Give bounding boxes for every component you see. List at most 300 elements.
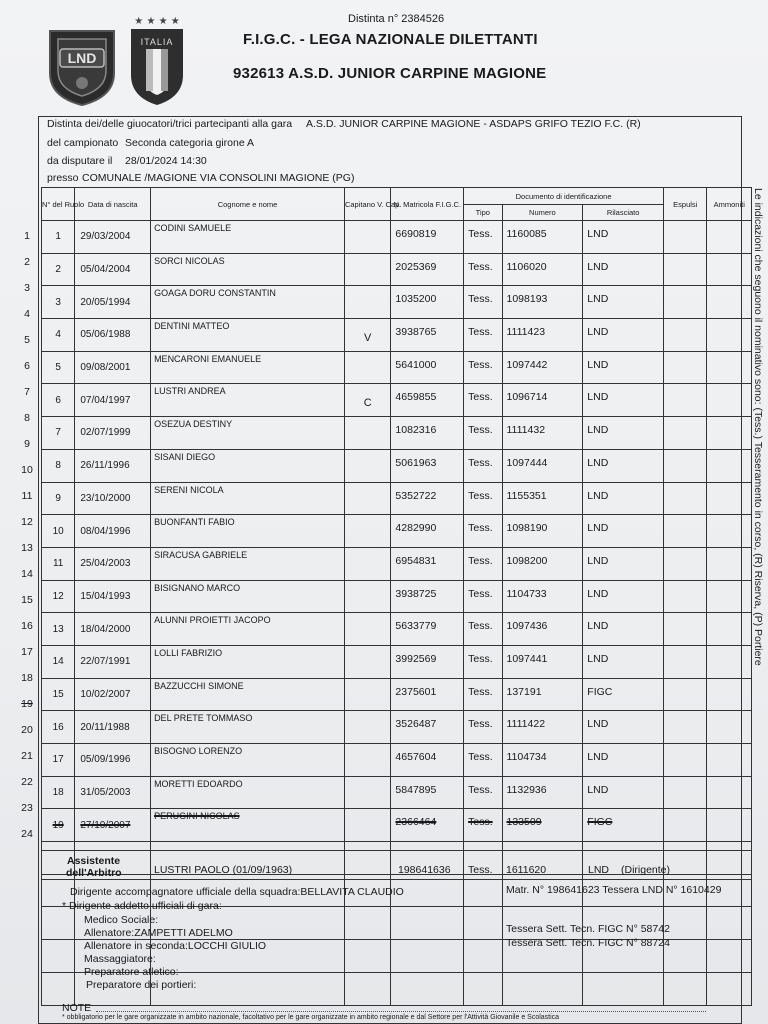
col-numero: Numero <box>502 205 583 221</box>
cell-numero: 1132936 <box>502 776 583 809</box>
assistant-tipo: Tess. <box>468 864 493 876</box>
cell-rilasciato: LND <box>583 221 664 254</box>
cell-rilasciato: LND <box>583 744 664 777</box>
cell-ammoniti <box>707 417 752 450</box>
cell-name: CODINI SAMUELE <box>151 221 345 254</box>
cell-tipo: Tess. <box>464 547 502 580</box>
cell-captain <box>344 809 390 842</box>
cell-rilasciato: LND <box>583 449 664 482</box>
cell-matricola: 1035200 <box>391 286 464 319</box>
row-number: 3 <box>24 282 30 294</box>
col-ammoniti: Ammoniti <box>707 188 752 221</box>
cell-tipo: Tess. <box>464 645 502 678</box>
cell-captain <box>344 351 390 384</box>
table-row <box>42 384 752 417</box>
col-cap: Capitano V. Cap. <box>344 188 390 221</box>
cell-ammoniti <box>707 613 752 646</box>
cell-captain: C <box>344 384 390 417</box>
cell-captain <box>344 547 390 580</box>
players-table <box>41 187 752 1006</box>
table-row <box>42 547 752 580</box>
cell-name: SERENI NICOLA <box>151 482 345 515</box>
cell-ammoniti <box>707 744 752 777</box>
cell-dob: 09/08/2001 <box>75 351 151 384</box>
cell-captain <box>344 776 390 809</box>
cell-espulsi <box>664 972 707 1005</box>
cell-matricola: 6954831 <box>391 547 464 580</box>
svg-text:★ ★ ★ ★: ★ ★ ★ ★ <box>134 16 180 27</box>
cell-dob: 29/03/2004 <box>75 221 151 254</box>
cell-ruolo <box>42 940 75 973</box>
cell-espulsi <box>664 286 707 319</box>
distinta-number: Distinta n° 2384526 <box>348 13 445 25</box>
row-number: 18 <box>21 672 33 684</box>
cell-dob: 05/04/2004 <box>75 253 151 286</box>
cell-numero: 133509 <box>502 809 583 842</box>
cell-ammoniti <box>707 711 752 744</box>
cell-dob: 10/02/2007 <box>75 678 151 711</box>
cell-ruolo: 5 <box>42 351 75 384</box>
cell-matricola: 3938725 <box>391 580 464 613</box>
cell-captain <box>344 221 390 254</box>
row-number: 16 <box>21 620 33 632</box>
cell-tipo <box>464 940 502 973</box>
venue-value: COMUNALE /MAGIONE VIA CONSOLINI MAGIONE (PG) <box>82 172 355 184</box>
table-row <box>42 613 752 646</box>
cell-numero: 1111422 <box>502 711 583 744</box>
cell-dob: 18/04/2000 <box>75 613 151 646</box>
cell-ammoniti <box>707 515 752 548</box>
table-row <box>42 744 752 777</box>
cell-rilasciato: LND <box>583 547 664 580</box>
cell-numero: 1097436 <box>502 613 583 646</box>
cell-ruolo: 10 <box>42 515 75 548</box>
cell-numero: 1104733 <box>502 580 583 613</box>
cell-matricola: 6690819 <box>391 221 464 254</box>
cell-name: SORCI NICOLAS <box>151 253 345 286</box>
assistant-label-1: Assistente <box>67 855 121 867</box>
club-title: 932613 A.S.D. JUNIOR CARPINE MAGIONE <box>233 65 547 82</box>
cell-espulsi <box>664 417 707 450</box>
cell-dob: 27/10/2007 <box>75 809 151 842</box>
cell-dob: 23/10/2000 <box>75 482 151 515</box>
table-row <box>42 351 752 384</box>
cell-rilasciato <box>583 972 664 1005</box>
portieri-line: Preparatore dei portieri: <box>86 979 197 991</box>
cell-numero: 1098200 <box>502 547 583 580</box>
col-documento: Documento di identificazione <box>464 188 664 205</box>
date-value: 28/01/2024 14:30 <box>125 155 207 167</box>
cell-rilasciato: LND <box>583 613 664 646</box>
cell-matricola: 5352722 <box>391 482 464 515</box>
assistant-numero: 1611620 <box>506 864 547 876</box>
cell-dob: 20/11/1988 <box>75 711 151 744</box>
row-number: 12 <box>21 516 33 528</box>
cell-name: LOLLI FABRIZIO <box>151 645 345 678</box>
row-number: 24 <box>21 828 33 840</box>
col-name: Cognome e nome <box>151 188 345 221</box>
cell-name: BISOGNO LORENZO <box>151 744 345 777</box>
cell-name: GOAGA DORU CONSTANTIN <box>151 286 345 319</box>
row-number: 22 <box>21 776 33 788</box>
cell-ammoniti <box>707 547 752 580</box>
cell-tipo: Tess. <box>464 417 502 450</box>
row-number: 9 <box>24 438 30 450</box>
cell-captain <box>344 972 390 1005</box>
cell-ruolo: 9 <box>42 482 75 515</box>
cell-numero: 1097442 <box>502 351 583 384</box>
cell-rilasciato: LND <box>583 253 664 286</box>
cell-captain <box>344 613 390 646</box>
championship-value: Seconda categoria girone A <box>125 137 255 149</box>
table-row <box>42 515 752 548</box>
table-row <box>42 253 752 286</box>
cell-name: BUONFANTI FABIO <box>151 515 345 548</box>
cell-captain <box>344 417 390 450</box>
cell-espulsi <box>664 907 707 940</box>
cell-matricola: 5641000 <box>391 351 464 384</box>
note-dotted-line <box>96 1011 706 1012</box>
cell-espulsi <box>664 711 707 744</box>
table-row <box>42 580 752 613</box>
cell-espulsi <box>664 253 707 286</box>
venue-label: presso <box>47 172 79 184</box>
table-row <box>42 776 752 809</box>
addetto-line: * Dirigente addetto ufficiali di gara: <box>62 900 222 912</box>
cell-tipo: Tess. <box>464 515 502 548</box>
cell-name: ALUNNI PROIETTI JACOPO <box>151 613 345 646</box>
cell-ammoniti <box>707 384 752 417</box>
cell-matricola: 2375601 <box>391 678 464 711</box>
cell-ruolo: 2 <box>42 253 75 286</box>
cell-espulsi <box>664 580 707 613</box>
col-matricola: N. Matricola F.I.G.C. <box>391 188 464 221</box>
cell-ruolo <box>42 972 75 1005</box>
cell-espulsi <box>664 776 707 809</box>
cell-name: OSEZUA DESTINY <box>151 417 345 450</box>
cell-ruolo: 14 <box>42 645 75 678</box>
cell-ammoniti <box>707 972 752 1005</box>
cell-tipo: Tess. <box>464 221 502 254</box>
massaggiatore-line: Massaggiatore: <box>84 953 156 965</box>
cell-name: MENCARONI EMANUELE <box>151 351 345 384</box>
cell-dob: 31/05/2003 <box>75 776 151 809</box>
cell-ammoniti <box>707 351 752 384</box>
col-ruolo: N° del Ruolo <box>42 188 75 221</box>
cell-matricola: 4657604 <box>391 744 464 777</box>
cell-matricola: 4282990 <box>391 515 464 548</box>
allenatore2-tessera: Tessera Sett. Tecn. FIGC N° 88724 <box>506 937 670 949</box>
assistant-matricola: 198641636 <box>398 864 451 876</box>
row-number: 6 <box>24 360 30 372</box>
cell-ruolo: 13 <box>42 613 75 646</box>
cell-captain <box>344 744 390 777</box>
cell-rilasciato: LND <box>583 417 664 450</box>
cell-matricola: 2025369 <box>391 253 464 286</box>
cell-tipo: Tess. <box>464 319 502 352</box>
cell-numero: 1104734 <box>502 744 583 777</box>
row-number: 14 <box>21 568 33 580</box>
cell-tipo: Tess. <box>464 776 502 809</box>
cell-matricola: 3992569 <box>391 645 464 678</box>
cell-name: SISANI DIEGO <box>151 449 345 482</box>
cell-ruolo: 17 <box>42 744 75 777</box>
svg-text:LND: LND <box>67 50 97 66</box>
cell-ammoniti <box>707 580 752 613</box>
table-row <box>42 221 752 254</box>
cell-ammoniti <box>707 319 752 352</box>
cell-tipo: Tess. <box>464 351 502 384</box>
table-row <box>42 711 752 744</box>
cell-ammoniti <box>707 678 752 711</box>
cell-matricola: 3526487 <box>391 711 464 744</box>
cell-tipo: Tess. <box>464 809 502 842</box>
cell-tipo: Tess. <box>464 678 502 711</box>
cell-rilasciato: LND <box>583 645 664 678</box>
cell-ruolo: 3 <box>42 286 75 319</box>
cell-rilasciato: FIGC <box>583 809 664 842</box>
cell-captain <box>344 678 390 711</box>
cell-dob: 05/09/1996 <box>75 744 151 777</box>
cell-numero: 1111423 <box>502 319 583 352</box>
allenatore-tessera: Tessera Sett. Tecn. FIGC N° 58742 <box>506 923 670 935</box>
cell-captain: V <box>344 319 390 352</box>
cell-tipo: Tess. <box>464 580 502 613</box>
row-number: 7 <box>24 386 30 398</box>
cell-rilasciato: LND <box>583 515 664 548</box>
row-number: 2 <box>24 256 30 268</box>
cell-numero: 1097444 <box>502 449 583 482</box>
cell-rilasciato: FIGC <box>583 678 664 711</box>
row-number: 4 <box>24 308 30 320</box>
row-number: 1 <box>24 230 30 242</box>
cell-ruolo: 15 <box>42 678 75 711</box>
championship-label: del campionato <box>47 137 119 149</box>
cell-ammoniti <box>707 286 752 319</box>
cell-espulsi <box>664 351 707 384</box>
cell-numero: 1111432 <box>502 417 583 450</box>
cell-tipo: Tess. <box>464 449 502 482</box>
cell-rilasciato: LND <box>583 580 664 613</box>
cell-espulsi <box>664 613 707 646</box>
cell-numero: 137191 <box>502 678 583 711</box>
participants-label: Distinta dei/delle giuocatori/trici partecipanti alla gara <box>47 118 293 130</box>
table-row <box>42 809 752 842</box>
cell-matricola: 5633779 <box>391 613 464 646</box>
row-number: 10 <box>21 464 33 476</box>
cell-rilasciato: LND <box>583 776 664 809</box>
cell-matricola <box>391 907 464 940</box>
cell-espulsi <box>664 547 707 580</box>
cell-numero: 1155351 <box>502 482 583 515</box>
cell-espulsi <box>664 384 707 417</box>
cell-matricola <box>391 972 464 1005</box>
cell-dob: 25/04/2003 <box>75 547 151 580</box>
cell-ammoniti <box>707 449 752 482</box>
cell-rilasciato: LND <box>583 384 664 417</box>
cell-ammoniti <box>707 221 752 254</box>
cell-ammoniti <box>707 940 752 973</box>
cell-captain <box>344 907 390 940</box>
cell-ruolo: 6 <box>42 384 75 417</box>
preparatore-line: Preparatore atletico: <box>84 966 179 978</box>
row-number: 8 <box>24 412 30 424</box>
italia-logo <box>128 15 186 107</box>
col-tipo: Tipo <box>464 205 502 221</box>
cell-dob: 05/06/1988 <box>75 319 151 352</box>
row-number: 17 <box>21 646 33 658</box>
svg-text:ITALIA: ITALIA <box>140 37 174 47</box>
col-dob: Data di nascita <box>75 188 151 221</box>
cell-rilasciato: LND <box>583 351 664 384</box>
cell-name: MORETTI EDOARDO <box>151 776 345 809</box>
cell-captain <box>344 286 390 319</box>
cell-tipo: Tess. <box>464 744 502 777</box>
cell-ruolo: 4 <box>42 319 75 352</box>
cell-numero: 1096714 <box>502 384 583 417</box>
cell-matricola: 5061963 <box>391 449 464 482</box>
cell-tipo: Tess. <box>464 384 502 417</box>
cell-name: SIRACUSA GABRIELE <box>151 547 345 580</box>
cell-tipo: Tess. <box>464 613 502 646</box>
cell-ammoniti <box>707 776 752 809</box>
cell-ruolo: 11 <box>42 547 75 580</box>
cell-captain <box>344 482 390 515</box>
cell-captain <box>344 580 390 613</box>
cell-espulsi <box>664 449 707 482</box>
cell-name: LUSTRI ANDREA <box>151 384 345 417</box>
cell-ammoniti <box>707 907 752 940</box>
footnote: * obbligatorio per le gare organizzate in ambito nazionale, facoltativo per le gare organizzate in ambito regionale e dal Settore per l'Attività Giovanile e Scolastica <box>62 1014 560 1021</box>
assistant-role: (Dirigente) <box>621 864 671 876</box>
allenatore-line: Allenatore:ZAMPETTI ADELMO <box>84 927 233 939</box>
cell-espulsi <box>664 221 707 254</box>
cell-espulsi <box>664 940 707 973</box>
participants-value: A.S.D. JUNIOR CARPINE MAGIONE - ASDAPS GRIFO TEZIO F.C. (R) <box>306 118 641 130</box>
cell-captain <box>344 940 390 973</box>
table-row <box>42 678 752 711</box>
cell-dob: 26/11/1996 <box>75 449 151 482</box>
cell-captain <box>344 711 390 744</box>
cell-ruolo: 16 <box>42 711 75 744</box>
cell-dob: 22/07/1991 <box>75 645 151 678</box>
cell-dob: 08/04/1996 <box>75 515 151 548</box>
table-row <box>42 319 752 352</box>
cell-dob: 02/07/1999 <box>75 417 151 450</box>
assistant-label-2: dell'Arbitro <box>66 867 122 879</box>
cell-name: PERUGINI NICOLAS <box>151 809 345 842</box>
table-row <box>42 645 752 678</box>
cell-name: DENTINI MATTEO <box>151 319 345 352</box>
cell-espulsi <box>664 809 707 842</box>
cell-matricola: 3938765 <box>391 319 464 352</box>
cell-captain <box>344 645 390 678</box>
cell-ammoniti <box>707 482 752 515</box>
cell-ruolo: 8 <box>42 449 75 482</box>
cell-tipo: Tess. <box>464 286 502 319</box>
assistant-ril: LND <box>588 864 610 876</box>
cell-tipo: Tess. <box>464 482 502 515</box>
row-number: 19 <box>21 698 33 710</box>
cell-ruolo: 1 <box>42 221 75 254</box>
cell-captain <box>344 449 390 482</box>
assistant-name: LUSTRI PAOLO (01/09/1963) <box>154 864 293 876</box>
cell-rilasciato: LND <box>583 711 664 744</box>
cell-numero: 1160085 <box>502 221 583 254</box>
dirigente-line: Dirigente accompagnatore ufficiale della squadra:BELLAVITA CLAUDIO <box>70 886 404 898</box>
lnd-logo <box>46 27 118 107</box>
dirigente-matr: Matr. N° 198641623 Tessera LND N° 1610429 <box>506 884 722 896</box>
cell-numero: 1098190 <box>502 515 583 548</box>
cell-matricola: 2366464 <box>391 809 464 842</box>
cell-dob: 15/04/1993 <box>75 580 151 613</box>
cell-captain <box>344 515 390 548</box>
cell-espulsi <box>664 645 707 678</box>
cell-name: BAZZUCCHI SIMONE <box>151 678 345 711</box>
cell-tipo <box>464 907 502 940</box>
cell-rilasciato: LND <box>583 482 664 515</box>
cell-dob: 20/05/1994 <box>75 286 151 319</box>
side-note: Le indicazioni che seguono il nominativo sono: (Tess.) Tesseramento in corso, (R) Riserva, (P) Portiere <box>752 188 764 666</box>
allenatore2-line: Allenatore in seconda:LOCCHI GIULIO <box>84 940 267 952</box>
cell-matricola: 1082316 <box>391 417 464 450</box>
cell-ammoniti <box>707 809 752 842</box>
cell-name: BISIGNANO MARCO <box>151 580 345 613</box>
cell-espulsi <box>664 744 707 777</box>
cell-matricola <box>391 940 464 973</box>
cell-captain <box>344 253 390 286</box>
cell-matricola: 4659855 <box>391 384 464 417</box>
row-number: 13 <box>21 542 33 554</box>
cell-rilasciato: LND <box>583 286 664 319</box>
date-label: da disputare il <box>47 155 113 167</box>
cell-ammoniti <box>707 645 752 678</box>
cell-rilasciato: LND <box>583 319 664 352</box>
col-rilasciato: Rilasciato <box>583 205 664 221</box>
cell-tipo <box>464 972 502 1005</box>
table-row <box>42 286 752 319</box>
cell-tipo: Tess. <box>464 253 502 286</box>
cell-numero: 1098193 <box>502 286 583 319</box>
cell-ammoniti <box>707 253 752 286</box>
cell-ruolo: 19 <box>42 809 75 842</box>
medico-line: Medico Sociale: <box>84 914 159 926</box>
federation-title: F.I.G.C. - LEGA NAZIONALE DILETTANTI <box>243 31 538 48</box>
cell-ruolo: 12 <box>42 580 75 613</box>
cell-matricola: 5847895 <box>391 776 464 809</box>
table-row <box>42 417 752 450</box>
cell-ruolo: 18 <box>42 776 75 809</box>
row-number: 15 <box>21 594 33 606</box>
table-row <box>42 449 752 482</box>
row-number: 23 <box>21 802 33 814</box>
note-label: NOTE <box>62 1002 92 1014</box>
row-number: 5 <box>24 334 30 346</box>
cell-numero <box>502 972 583 1005</box>
cell-dob: 07/04/1997 <box>75 384 151 417</box>
row-number: 11 <box>21 490 33 502</box>
cell-name: DEL PRETE TOMMASO <box>151 711 345 744</box>
col-espulsi: Espulsi <box>664 188 707 221</box>
cell-tipo: Tess. <box>464 711 502 744</box>
cell-ruolo: 7 <box>42 417 75 450</box>
cell-espulsi <box>664 482 707 515</box>
cell-numero: 1106020 <box>502 253 583 286</box>
row-number: 20 <box>21 724 33 736</box>
table-row <box>42 482 752 515</box>
cell-espulsi <box>664 678 707 711</box>
cell-espulsi <box>664 515 707 548</box>
